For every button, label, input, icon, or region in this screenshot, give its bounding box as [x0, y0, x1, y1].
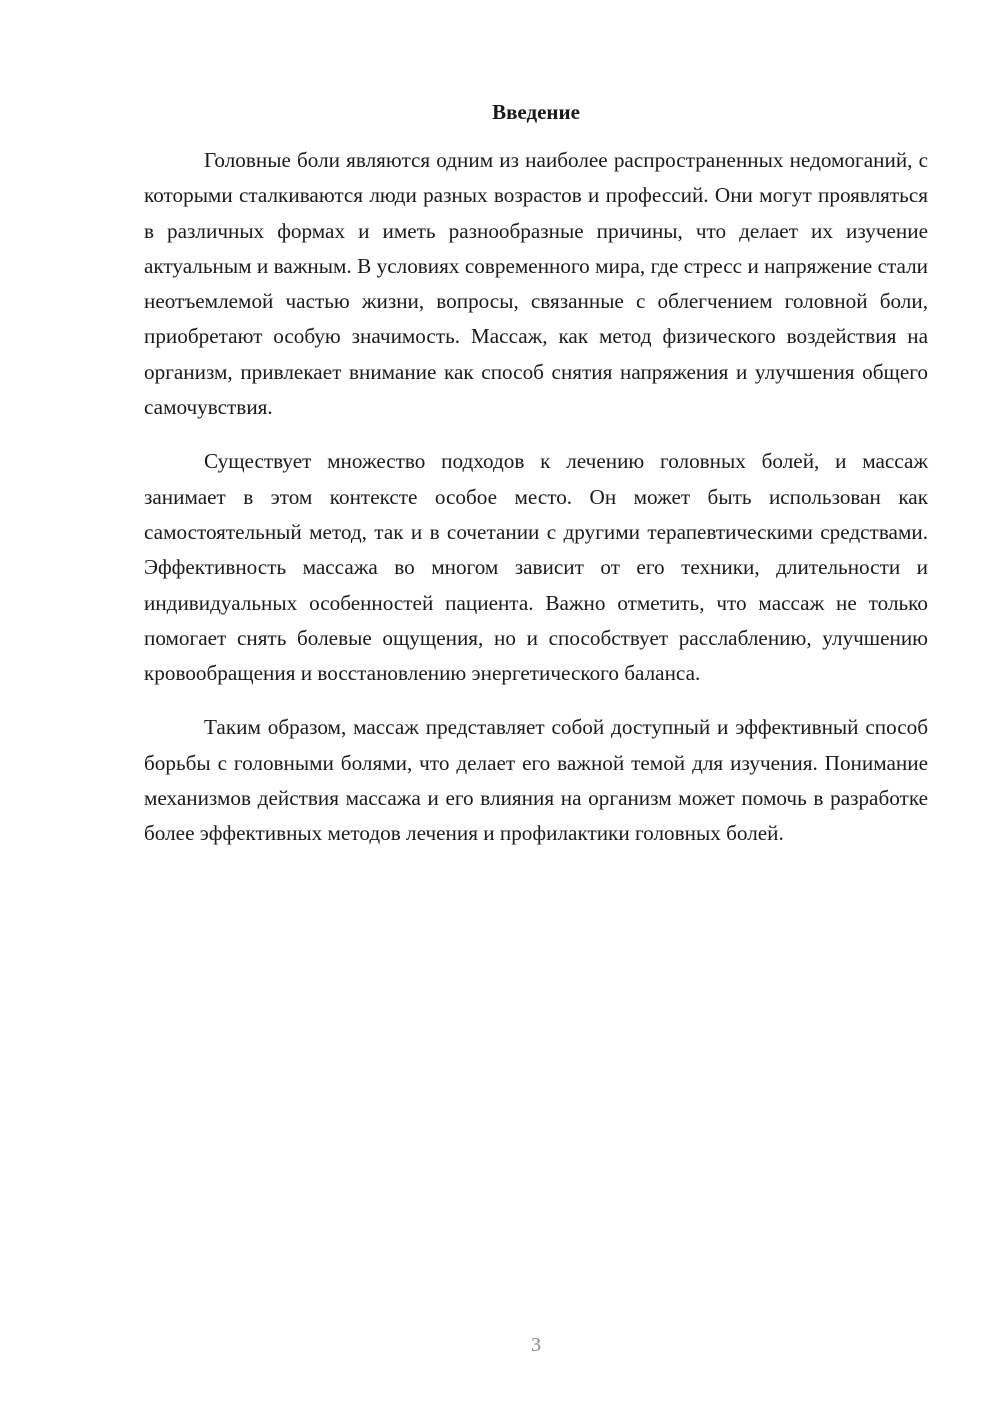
- section-heading: Введение: [492, 100, 580, 124]
- paragraph-3: Таким образом, массаж представляет собой доступный и эффективный способ борьбы с головными болями, что делает его важной темой для изучения. Понимание механизмов действия массажа и его влияния на организм может помочь в разработке более эффективных методов лечения и профилактики головных болей.: [144, 715, 928, 846]
- body-text: [144, 143, 928, 871]
- paragraph-1: Головные боли являются одним из наиболее распространенных недомоганий, с которыми сталкиваются люди разных возрастов и профессий. Они могут проявляться в различных формах и иметь разнообразные причины, что делает их изучение актуальным и важным. В условиях современного мира, где стресс и напряжение стали неотъемлемой частью жизни, вопросы, связанные с облегчением головной боли, приобретают особую значимость. Массаж, как метод физического воздействия на организм, привлекает внимание как способ снятия напряжения и улучшения общего самочувствия.: [144, 148, 928, 420]
- page-number: 3: [531, 1334, 541, 1356]
- paragraph-2: Существует множество подходов к лечению головных болей, и массаж занимает в этом контексте особое место. Он может быть использован как самостоятельный метод, так и в сочетании с другими терапевтическими средствами. Эффективность массажа во многом зависит от его техники, длительности и индивидуальных особенностей пациента. Важно отметить, что массаж не только помогает снять болевые ощущения, но и способствует расслаблению, улучшению кровообращения и восстановлению энергетического баланса.: [144, 449, 928, 686]
